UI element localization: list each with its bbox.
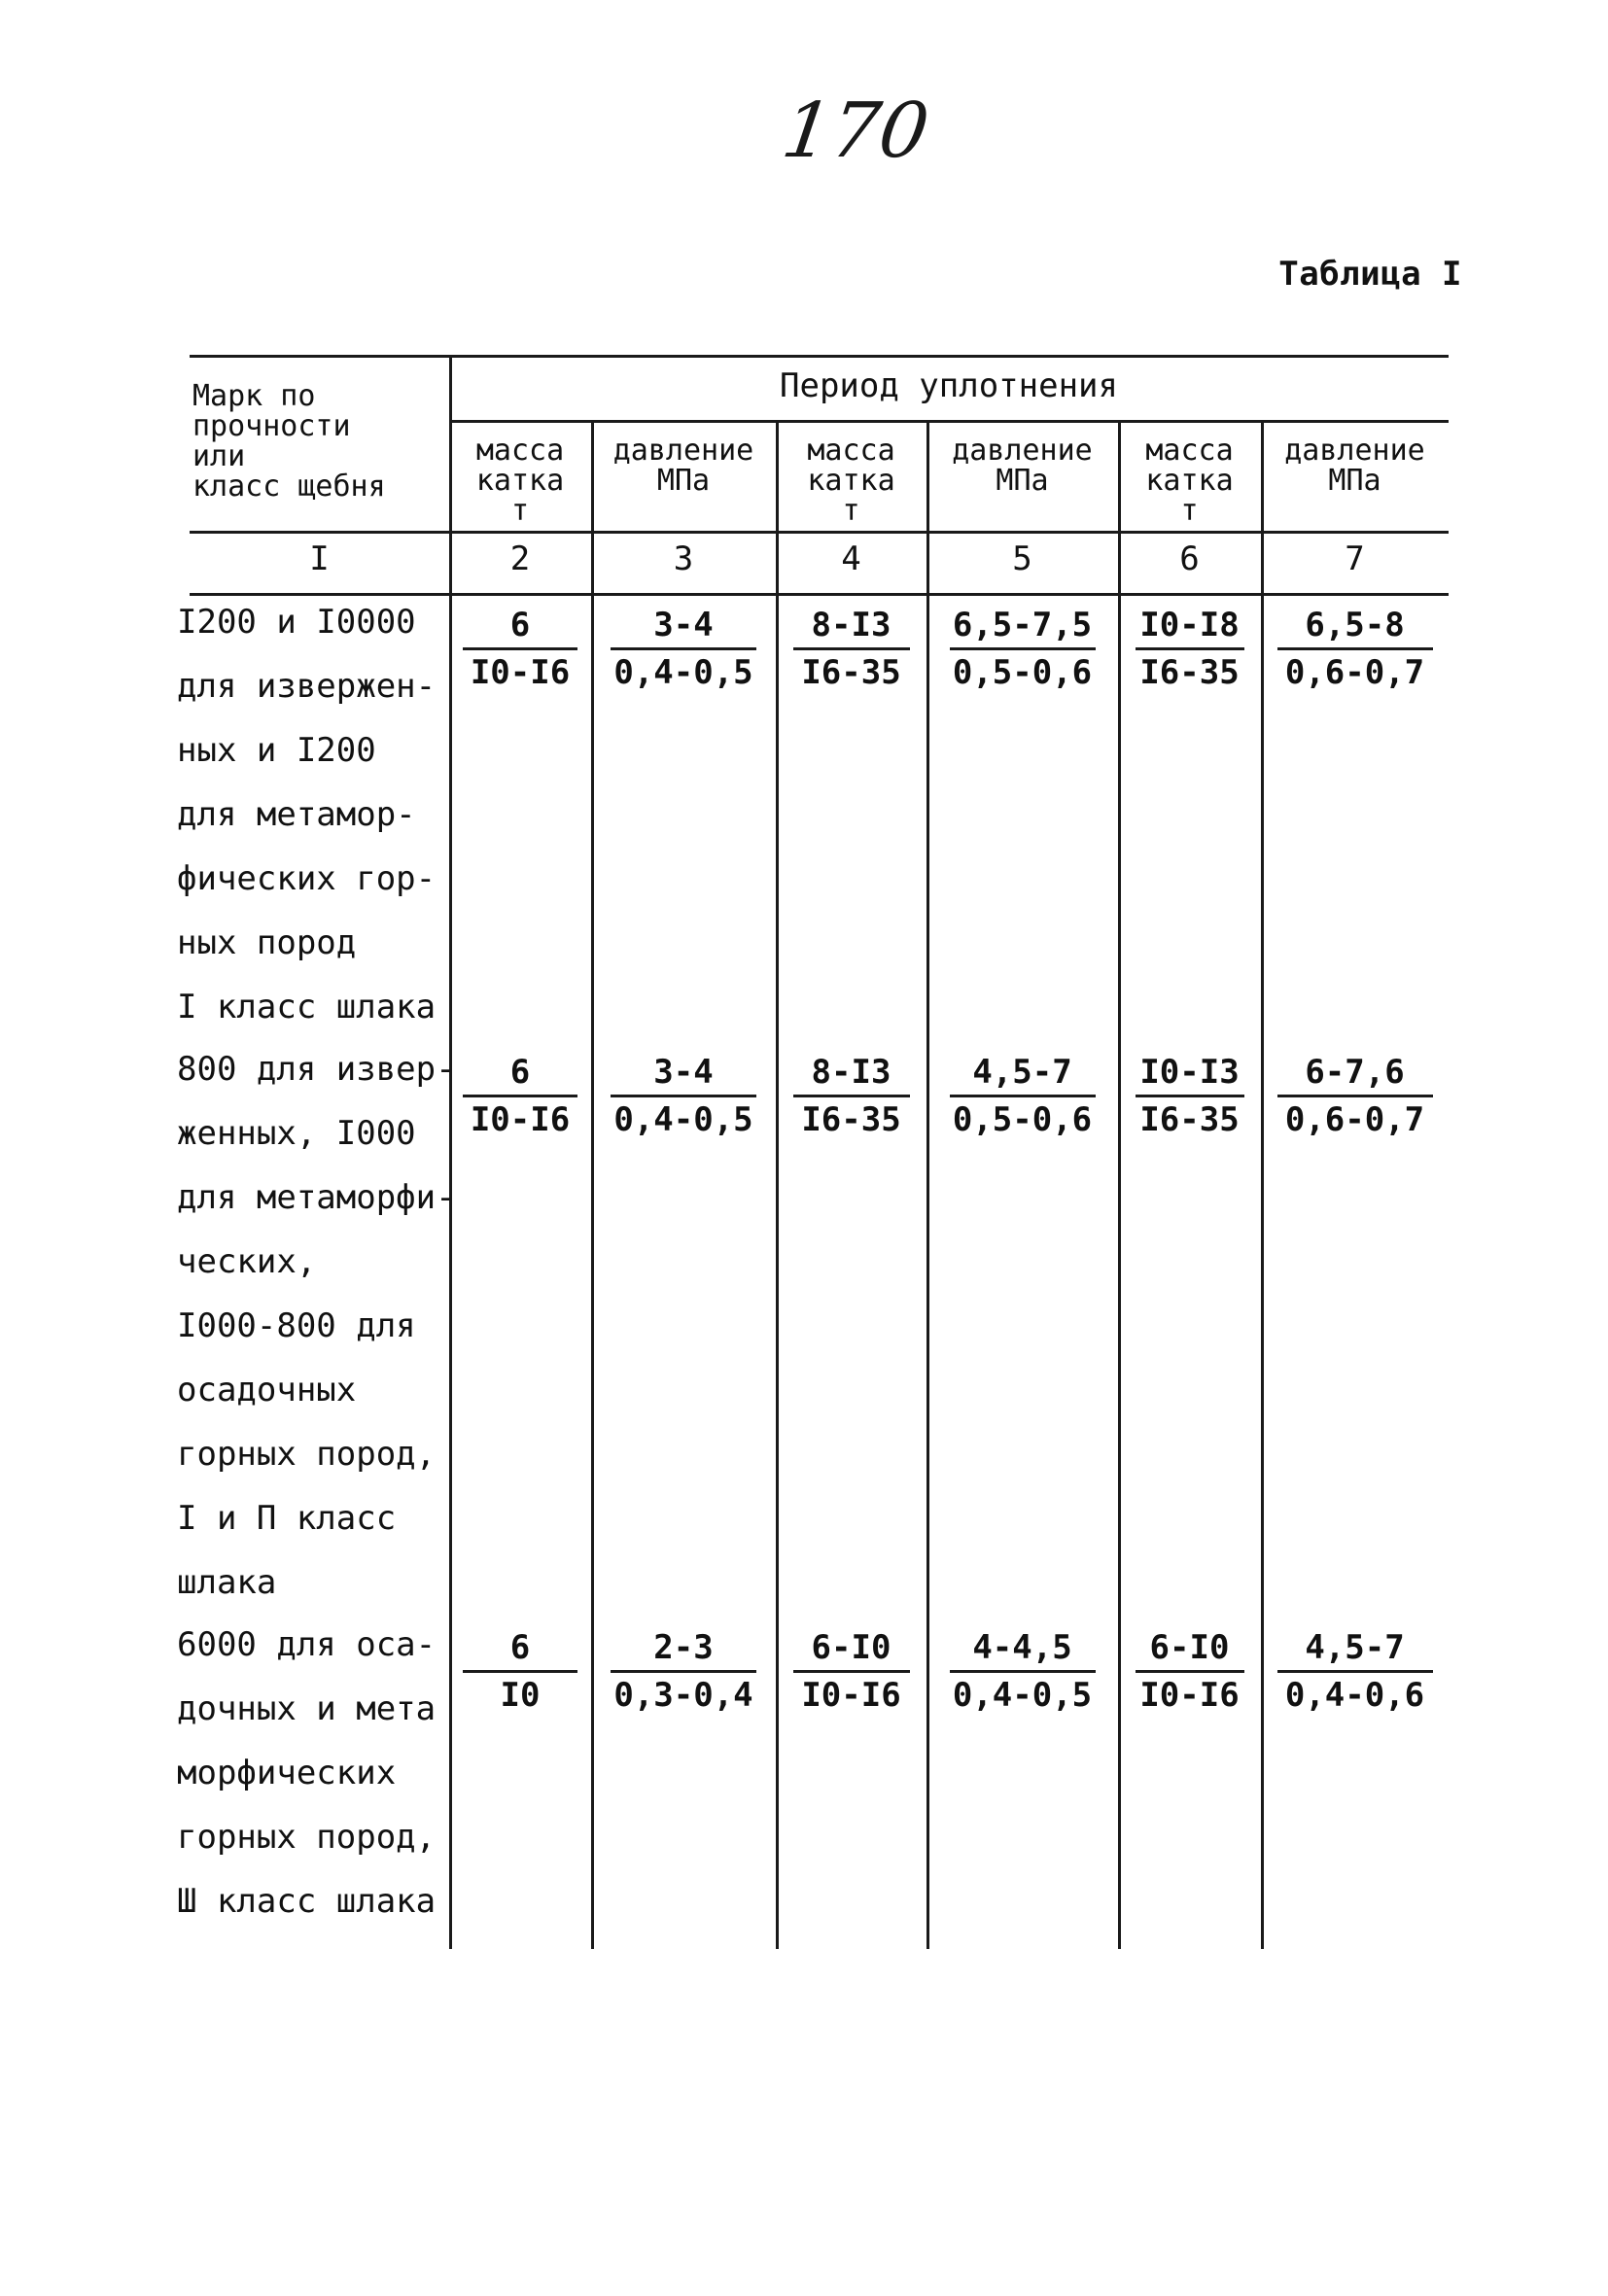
value-fraction: [1261, 1050, 1449, 1142]
value-fraction: [926, 603, 1118, 695]
value-fraction: [1118, 1050, 1261, 1142]
value-numerator: I0-I3: [1139, 1053, 1240, 1092]
row-label-line: Ш класс шлака: [177, 1882, 437, 1921]
row-label-line: дочных и мета: [177, 1689, 437, 1728]
table-top-rule: [190, 355, 1449, 358]
value-denominator: I6-35: [801, 653, 901, 692]
column-number: 2: [509, 539, 531, 578]
column-header-pressure: давление МПа: [952, 434, 1093, 498]
row-label-line: женных, I000: [177, 1114, 416, 1153]
value-denominator: 0,4-0,5: [613, 653, 753, 692]
value-numerator: 3-4: [653, 606, 714, 644]
value-fraction: [591, 1625, 776, 1718]
row-label-line: осадочных: [177, 1371, 357, 1409]
value-denominator: I0-I6: [1139, 1676, 1240, 1715]
value-denominator: I6-35: [1139, 1100, 1240, 1139]
value-denominator: 0,4-0,6: [1284, 1676, 1425, 1715]
column-number: 6: [1179, 539, 1200, 578]
value-numerator: 6: [509, 1053, 531, 1092]
value-denominator: I0-I6: [801, 1676, 901, 1715]
value-fraction: [1118, 1625, 1261, 1718]
value-fraction: [591, 1050, 776, 1142]
row-label-line: горных пород,: [177, 1435, 437, 1474]
value-denominator: 0,4-0,5: [952, 1676, 1093, 1715]
value-numerator: 4-4,5: [972, 1628, 1072, 1667]
column-number: 3: [673, 539, 694, 578]
value-fraction: [776, 1625, 926, 1718]
column-number: 5: [1012, 539, 1032, 578]
value-fraction: [591, 603, 776, 695]
value-fraction: [1118, 603, 1261, 695]
row-label-line: ных пород: [177, 923, 357, 962]
row-label-line: 800 для извер-: [177, 1050, 456, 1089]
value-fraction: [449, 1050, 591, 1142]
column-header-rule: [190, 531, 1449, 534]
column-number: 7: [1345, 539, 1365, 578]
value-numerator: I0-I8: [1139, 606, 1240, 644]
value-denominator: I0: [500, 1676, 541, 1715]
row-label-line: I000-800 для: [177, 1306, 416, 1345]
value-numerator: 6,5-7,5: [952, 606, 1093, 644]
column-number: I: [309, 539, 330, 578]
period-header: Период уплотнения: [780, 366, 1118, 405]
value-numerator: 6-I0: [1149, 1628, 1230, 1667]
value-fraction: [1261, 603, 1449, 695]
row-label-line: I и П класс: [177, 1499, 397, 1538]
value-denominator: 0,6-0,7: [1284, 653, 1425, 692]
value-numerator: 6-7,6: [1305, 1053, 1405, 1092]
table-caption: Таблица I: [1278, 255, 1462, 294]
value-numerator: 6: [509, 1628, 531, 1667]
row-label-line: I класс шлака: [177, 988, 437, 1026]
page-number: 170: [777, 87, 934, 175]
column-number: 4: [841, 539, 861, 578]
value-numerator: 6,5-8: [1305, 606, 1405, 644]
row-label-line: ных и I200: [177, 731, 376, 770]
column-header-mass: масса катка т: [807, 434, 895, 528]
row-label-line: 6000 для оса-: [177, 1625, 437, 1664]
value-numerator: 8-I3: [811, 606, 891, 644]
value-numerator: 4,5-7: [972, 1053, 1072, 1092]
value-denominator: I6-35: [1139, 653, 1240, 692]
stub-header: Марк по прочности или класс щебня: [192, 379, 386, 504]
row-label-line: ческих,: [177, 1242, 317, 1281]
row-label-line: для метамор-: [177, 795, 416, 834]
row-label-line: для метаморфи-: [177, 1178, 456, 1217]
value-fraction: [776, 1050, 926, 1142]
row-label-line: для извержен-: [177, 667, 437, 706]
row-label-line: морфических: [177, 1754, 397, 1792]
value-denominator: 0,4-0,5: [613, 1100, 753, 1139]
row-label-line: горных пород,: [177, 1818, 437, 1857]
value-numerator: 6: [509, 606, 531, 644]
value-denominator: 0,5-0,6: [952, 1100, 1093, 1139]
row-label-line: фических гор-: [177, 859, 437, 898]
value-numerator: 6-I0: [811, 1628, 891, 1667]
row-label-line: шлака: [177, 1563, 277, 1602]
value-denominator: I0-I6: [470, 1100, 571, 1139]
value-denominator: I0-I6: [470, 653, 571, 692]
value-denominator: 0,6-0,7: [1284, 1100, 1425, 1139]
period-header-rule: [449, 420, 1449, 423]
value-numerator: 4,5-7: [1305, 1628, 1405, 1667]
value-denominator: 0,5-0,6: [952, 653, 1093, 692]
value-numerator: 8-I3: [811, 1053, 891, 1092]
column-header-pressure: давление МПа: [612, 434, 754, 498]
column-header-mass: масса катка т: [475, 434, 565, 528]
row-label-line: I200 и I0000: [177, 603, 416, 642]
value-numerator: 3-4: [653, 1053, 714, 1092]
column-header-mass: масса катка т: [1145, 434, 1234, 528]
value-denominator: I6-35: [801, 1100, 901, 1139]
value-fraction: [449, 603, 591, 695]
value-numerator: 2-3: [653, 1628, 714, 1667]
value-denominator: 0,3-0,4: [613, 1676, 753, 1715]
value-fraction: [449, 1625, 591, 1718]
value-fraction: [776, 603, 926, 695]
column-header-pressure: давление МПа: [1284, 434, 1425, 498]
value-fraction: [926, 1050, 1118, 1142]
value-fraction: [926, 1625, 1118, 1718]
value-fraction: [1261, 1625, 1449, 1718]
column-number-rule: [190, 593, 1449, 596]
